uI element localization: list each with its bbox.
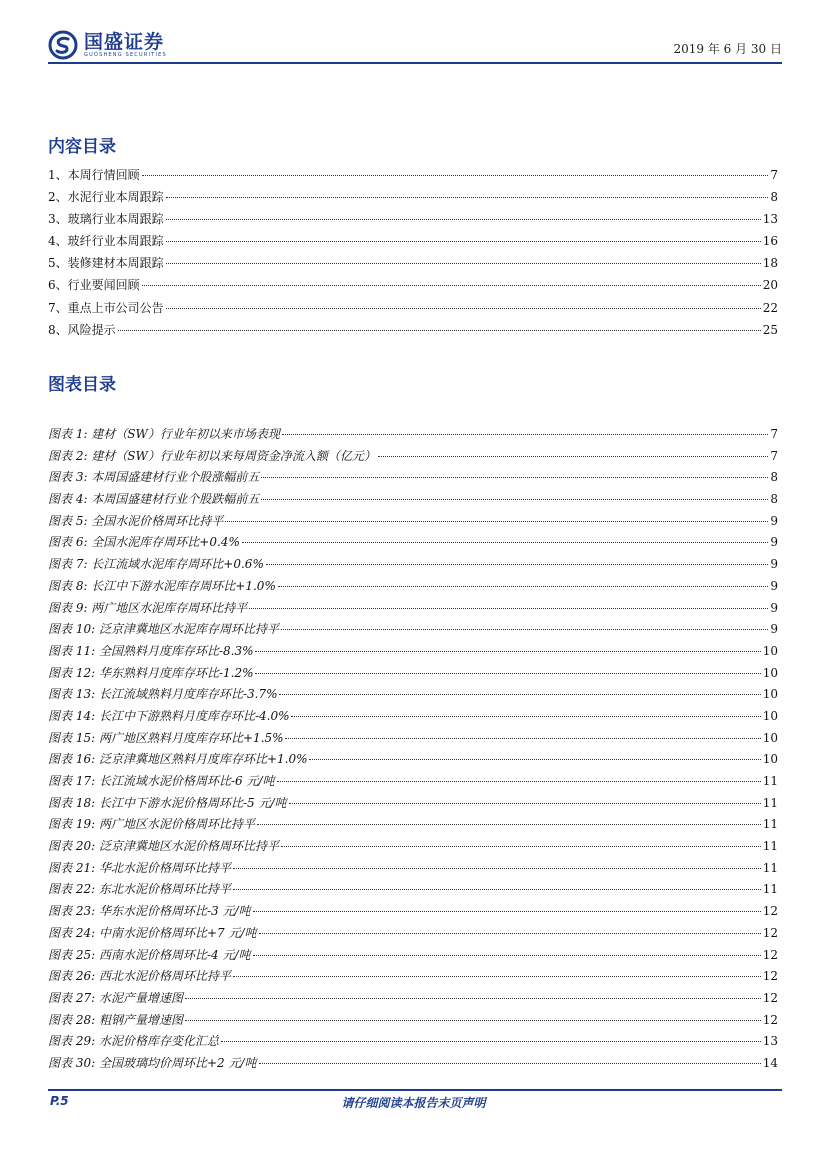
- figure-entry[interactable]: [48, 815, 778, 837]
- figure-entry-page: 11: [762, 795, 778, 810]
- dot-leader: [118, 330, 761, 331]
- footer-divider: [48, 1089, 782, 1091]
- figure-entry-label: 图表 1: 建材（SW）行业年初以来市场表现: [48, 427, 280, 441]
- figure-entry-label: 图表 30: 全国玻璃均价周环比+2 元/吨: [48, 1055, 257, 1070]
- figure-entry-page: 10: [762, 708, 778, 723]
- toc-entry[interactable]: [48, 299, 778, 321]
- figure-entry-label: 图表 23: 华东水泥价格周环比-3 元/吨: [48, 904, 251, 919]
- figure-entry-label: 图表 25: 西南水泥价格周环比-4 元/吨: [48, 947, 251, 962]
- figure-entry[interactable]: [48, 512, 778, 534]
- figure-entry-label: 图表 18: 长江中下游水泥价格周环比-5 元/吨: [48, 795, 287, 810]
- toc-entry[interactable]: [48, 276, 778, 298]
- figure-entry[interactable]: [48, 946, 778, 968]
- figure-entry-label: 图表 12: 华东熟料月度库存环比-1.2%: [48, 665, 254, 680]
- brand-logo: [48, 28, 167, 62]
- dot-leader: [266, 564, 769, 565]
- page-number: P.5: [50, 1094, 69, 1108]
- toc-entry[interactable]: [48, 232, 778, 254]
- figure-entry-label: 图表 6: 全国水泥库存周环比+0.4%: [48, 535, 240, 550]
- figure-entry[interactable]: [48, 859, 778, 881]
- dot-leader: [166, 241, 761, 242]
- figure-entry[interactable]: [48, 989, 778, 1011]
- dot-leader: [185, 1020, 761, 1021]
- dot-leader: [242, 542, 769, 543]
- toc-entry-label: 1、本周行情回顾: [48, 168, 140, 182]
- dot-leader: [249, 608, 768, 609]
- figure-entry-label: 图表 17: 长江流域水泥价格周环比-6 元/吨: [48, 774, 275, 788]
- dot-leader: [253, 911, 761, 912]
- figure-entry[interactable]: [48, 577, 778, 599]
- figure-entry[interactable]: [48, 837, 778, 859]
- figure-entry[interactable]: [48, 967, 778, 989]
- dot-leader: [253, 955, 761, 956]
- toc-entry-label: 4、玻纤行业本周跟踪: [48, 234, 164, 249]
- page-header: [48, 28, 782, 62]
- figure-entry-page: 12: [762, 947, 778, 962]
- figure-entry-page: 9: [770, 535, 778, 550]
- figure-entry-page: 14: [762, 1055, 778, 1070]
- header-divider: [48, 62, 782, 64]
- toc-entry-label: 5、装修建材本周跟踪: [48, 256, 164, 271]
- toc-entry-page: 25: [762, 322, 778, 337]
- figure-entry-label: 图表 13: 长江流域熟料月度库存环比-3.7%: [48, 687, 278, 702]
- figure-entry-page: 12: [762, 969, 778, 984]
- dot-leader: [309, 759, 760, 760]
- figure-entry-page: 8: [770, 492, 778, 507]
- dot-leader: [255, 673, 760, 674]
- figure-entry-label: 图表 20: 泛京津冀地区水泥价格周环比持平: [48, 839, 279, 854]
- dot-leader: [281, 629, 768, 630]
- dot-leader: [259, 1063, 761, 1064]
- figure-entry[interactable]: [48, 642, 778, 664]
- toc-entry-page: 16: [762, 234, 778, 249]
- figure-entry[interactable]: [48, 664, 778, 686]
- figure-entry-page: 11: [762, 860, 778, 875]
- figure-entry[interactable]: [48, 468, 778, 490]
- figure-entry-label: 图表 11: 全国熟料月度库存环比-8.3%: [48, 643, 254, 658]
- toc-entry-page: 8: [770, 190, 778, 205]
- figure-entry-page: 10: [762, 752, 778, 767]
- toc-entry[interactable]: [48, 254, 778, 276]
- toc-entry-label: 7、重点上市公司公告: [48, 300, 164, 315]
- figure-entry-label: 图表 5: 全国水泥价格周环比持平: [48, 513, 224, 528]
- figure-entry[interactable]: [48, 902, 778, 924]
- figure-entry-label: 图表 19: 两广地区水泥价格周环比持平: [48, 817, 255, 832]
- figure-entry-page: 9: [770, 557, 778, 572]
- figure-entry-page: 12: [762, 1012, 778, 1027]
- toc-entry[interactable]: [48, 321, 778, 343]
- figure-entry-page: 10: [762, 730, 778, 745]
- dot-leader: [378, 456, 768, 457]
- figure-entry-label: 图表 26: 西北水泥价格周环比持平: [48, 969, 231, 984]
- figure-entry-page: 7: [770, 427, 778, 441]
- dot-leader: [142, 285, 761, 286]
- toc-entry-page: 22: [762, 300, 778, 315]
- footer-disclaimer: 请仔细阅读本报告末页声明: [341, 1096, 486, 1110]
- figure-entry-label: 图表 28: 粗钢产量增速图: [48, 1012, 183, 1027]
- dot-leader: [221, 1041, 761, 1042]
- dot-leader: [285, 738, 760, 739]
- brand-name-en: GUOSHENG SECURITIES: [84, 51, 167, 58]
- figure-entry[interactable]: [48, 750, 778, 772]
- figure-entry[interactable]: [48, 772, 778, 794]
- figure-entry-page: 7: [770, 448, 778, 463]
- figure-entry-page: 10: [762, 687, 778, 702]
- figure-entry[interactable]: [48, 447, 778, 469]
- figure-entry-page: 10: [762, 665, 778, 680]
- figure-entry-label: 图表 14: 长江中下游熟料月度库存环比-4.0%: [48, 708, 290, 723]
- dot-leader: [185, 998, 761, 999]
- figure-entry-page: 11: [762, 839, 778, 854]
- figure-entry[interactable]: [48, 880, 778, 902]
- dot-leader: [261, 477, 768, 478]
- toc-entry-page: 13: [762, 212, 778, 227]
- toc-entry[interactable]: [48, 166, 778, 188]
- toc-entry-page: 7: [770, 168, 778, 182]
- dot-leader: [289, 803, 761, 804]
- figure-entry-label: 图表 15: 两广地区熟料月度库存环比+1.5%: [48, 730, 284, 745]
- figure-entry-page: 9: [770, 513, 778, 528]
- toc-list: [48, 166, 778, 343]
- figure-list-title: 图表目录: [48, 375, 116, 395]
- toc-entry-label: 2、水泥行业本周跟踪: [48, 190, 164, 205]
- figure-entry[interactable]: [48, 1054, 778, 1076]
- figure-entry-label: 图表 22: 东北水泥价格周环比持平: [48, 882, 231, 897]
- figure-entry[interactable]: [48, 533, 778, 555]
- figure-entry-page: 12: [762, 904, 778, 919]
- dot-leader: [282, 434, 768, 435]
- figure-entry-label: 图表 8: 长江中下游水泥库存周环比+1.0%: [48, 578, 276, 593]
- figure-entry-label: 图表 4: 本周国盛建材行业个股跌幅前五: [48, 492, 260, 507]
- figure-entry-label: 图表 16: 泛京津冀地区熟料月度库存环比+1.0%: [48, 752, 308, 767]
- figure-list: [48, 425, 778, 1076]
- dot-leader: [278, 586, 769, 587]
- figure-entry[interactable]: [48, 599, 778, 621]
- figure-entry[interactable]: [48, 729, 778, 751]
- figure-entry-label: 图表 29: 水泥价格库存变化汇总: [48, 1034, 219, 1049]
- dot-leader: [255, 651, 760, 652]
- dot-leader: [166, 308, 761, 309]
- brand-name-cn: 国盛证券: [84, 30, 165, 53]
- dot-leader: [277, 781, 761, 782]
- figure-entry-page: 12: [762, 925, 778, 940]
- figure-entry[interactable]: [48, 707, 778, 729]
- figure-entry-page: 9: [770, 578, 778, 593]
- figure-entry-label: 图表 24: 中南水泥价格周环比+7 元/吨: [48, 925, 257, 940]
- figure-entry[interactable]: [48, 1032, 778, 1054]
- dot-leader: [281, 846, 761, 847]
- figure-entry[interactable]: [48, 685, 778, 707]
- dot-leader: [166, 197, 769, 198]
- figure-entry-label: 图表 27: 水泥产量增速图: [48, 990, 183, 1005]
- figure-entry-label: 图表 9: 两广地区水泥库存周环比持平: [48, 600, 248, 615]
- figure-entry[interactable]: [48, 425, 778, 447]
- figure-entry[interactable]: [48, 1011, 778, 1033]
- report-date: 2019 年 6 月 30 日: [673, 42, 782, 56]
- figure-entry[interactable]: [48, 490, 778, 512]
- toc-entry-page: 20: [762, 278, 778, 293]
- dot-leader: [166, 219, 761, 220]
- figure-entry-page: 11: [762, 774, 778, 788]
- guosheng-logo-icon: [48, 30, 78, 60]
- figure-entry-page: 11: [762, 882, 778, 897]
- figure-entry[interactable]: [48, 924, 778, 946]
- dot-leader: [166, 263, 761, 264]
- figure-entry-label: 图表 3: 本周国盛建材行业个股涨幅前五: [48, 470, 260, 485]
- figure-entry-label: 图表 21: 华北水泥价格周环比持平: [48, 860, 231, 875]
- toc-entry[interactable]: [48, 188, 778, 210]
- toc-title: 内容目录: [48, 137, 116, 157]
- figure-entry-page: 9: [770, 622, 778, 637]
- toc-entry-page: 18: [762, 256, 778, 271]
- toc-entry-label: 3、玻璃行业本周跟踪: [48, 212, 164, 227]
- figure-entry-page: 9: [770, 600, 778, 615]
- dot-leader: [225, 521, 768, 522]
- figure-entry[interactable]: [48, 555, 778, 577]
- figure-entry-page: 8: [770, 470, 778, 485]
- figure-entry-page: 10: [762, 643, 778, 658]
- dot-leader: [261, 499, 768, 500]
- dot-leader: [142, 175, 769, 176]
- dot-leader: [291, 716, 760, 717]
- toc-entry-label: 8、风险提示: [48, 322, 116, 337]
- dot-leader: [257, 824, 761, 825]
- figure-entry-label: 图表 7: 长江流域水泥库存周环比+0.6%: [48, 557, 264, 572]
- dot-leader: [259, 933, 761, 934]
- dot-leader: [279, 694, 760, 695]
- dot-leader: [233, 976, 761, 977]
- figure-entry[interactable]: [48, 794, 778, 816]
- figure-entry-page: 13: [762, 1034, 778, 1049]
- figure-entry[interactable]: [48, 620, 778, 642]
- toc-entry-label: 6、行业要闻回顾: [48, 278, 140, 293]
- figure-entry-label: 图表 10: 泛京津冀地区水泥库存周环比持平: [48, 622, 279, 637]
- figure-entry-label: 图表 2: 建材（SW）行业年初以来每周资金净流入额（亿元）: [48, 448, 376, 463]
- dot-leader: [233, 868, 761, 869]
- dot-leader: [233, 889, 761, 890]
- figure-entry-page: 12: [762, 990, 778, 1005]
- figure-entry-page: 11: [762, 817, 778, 832]
- toc-entry[interactable]: [48, 210, 778, 232]
